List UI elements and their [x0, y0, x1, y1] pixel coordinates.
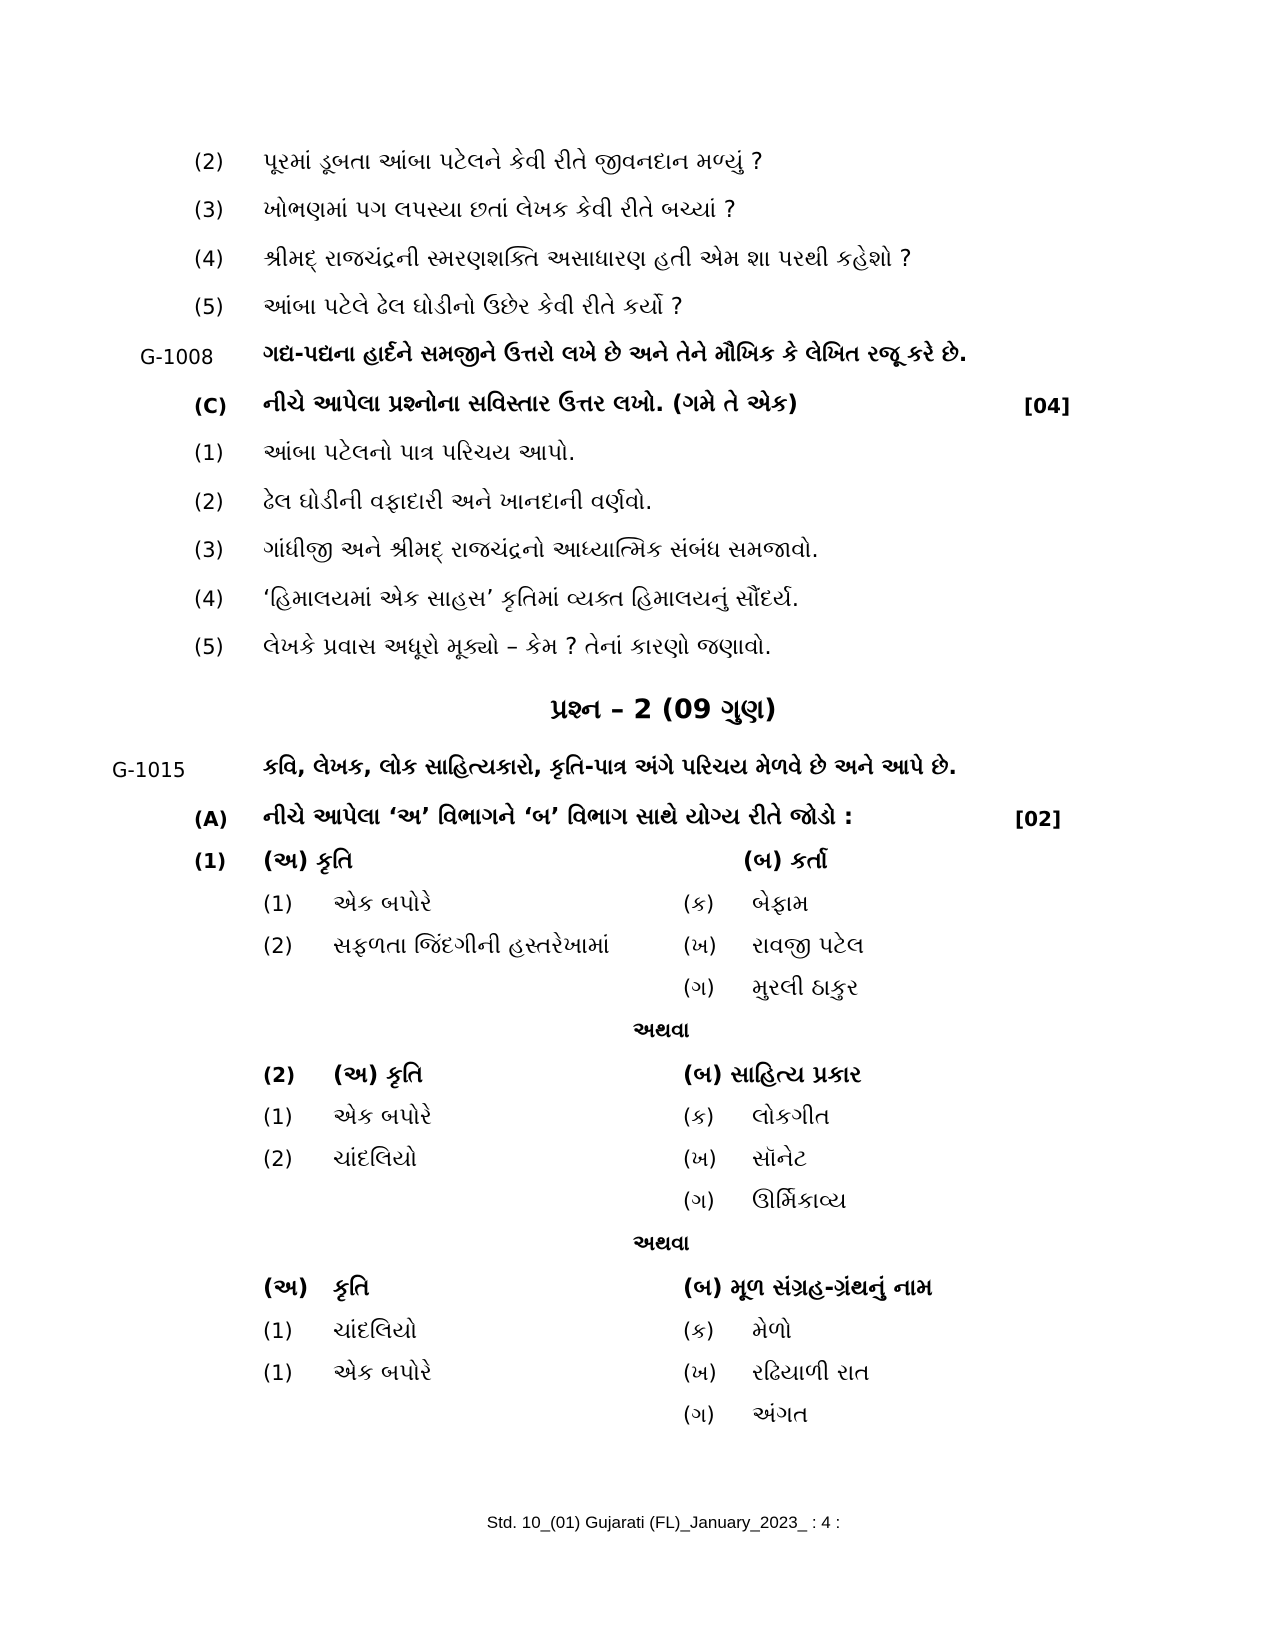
column-a-item: સફળતા જિંદગીની હસ્તરેખામાં: [333, 933, 610, 959]
outcome-code: G-1015: [112, 758, 186, 782]
or-separator: અથવા: [633, 1231, 690, 1255]
column-a-header: (અ) કૃતિ: [263, 848, 353, 874]
question-text: ખોભણમાં પગ લપસ્યા છતાં લેખક કેવી રીતે બચ્યાં ?: [263, 197, 736, 223]
match-number: (1): [194, 849, 227, 873]
column-b-item: રાવજી પટેલ: [752, 933, 865, 959]
column-a-label: (અ): [263, 1275, 309, 1301]
section-instruction: નીચે આપેલા પ્રશ્નોના સવિસ્તાર ઉત્તર લખો. (ગમે તે એક): [263, 391, 798, 417]
column-b-header: (બ) સાહિત્ય પ્રકાર: [683, 1062, 862, 1088]
question-text: આંબા પટેલનો પાત્ર પરિચય આપો.: [263, 440, 576, 466]
item-letter: (ખ): [683, 934, 717, 958]
item-number: (1): [263, 1319, 293, 1343]
column-b-item: અંગત: [752, 1402, 809, 1428]
section-instruction: નીચે આપેલા ‘અ’ વિભાગને ‘બ’ વિભાગ સાથે યોગ્ય રીતે જોડો :: [263, 804, 854, 830]
question-text: શ્રીમદ્ રાજચંદ્રની સ્મરણશક્તિ અસાધારણ હતી એમ શા પરથી કહેશો ?: [263, 246, 912, 272]
outcome-description: ગદ્ય-પદ્યના હાર્દને સમજીને ઉત્તરો લખે છે અને તેને મૌખિક કે લેખિત રજૂ કરે છે.: [263, 342, 968, 367]
item-number: (2): [263, 1147, 293, 1171]
question-number: (5): [194, 295, 224, 319]
column-b-item: રઢિયાળી રાત: [752, 1360, 870, 1386]
item-letter: (ક): [683, 1105, 715, 1129]
item-letter: (ક): [683, 892, 715, 916]
question-number: (2): [194, 490, 224, 514]
question-heading: પ્રશ્ન – 2 (09 ગુણ): [550, 694, 777, 725]
column-b-item: મેળો: [752, 1318, 792, 1344]
column-a-header: (અ) કૃતિ: [333, 1062, 423, 1088]
question-text: આંબા પટેલે ઢેલ ઘોડીનો ઉછેર કેવી રીતે કર્યો ?: [263, 294, 683, 320]
section-label: (C): [194, 394, 227, 418]
item-number: (1): [263, 892, 293, 916]
column-b-item: સૉનેટ: [752, 1146, 808, 1172]
section-label: (A): [194, 807, 228, 831]
marks-badge: [02]: [1015, 807, 1062, 831]
column-a-item: એક બપોરે: [333, 1104, 432, 1130]
question-text: લેખકે પ્રવાસ અધૂરો મૂક્યો – કેમ ? તેનાં કારણો જણાવો.: [263, 634, 772, 660]
item-letter: (ગ): [683, 976, 715, 1000]
item-letter: (ક): [683, 1319, 715, 1343]
item-letter: (ગ): [683, 1403, 715, 1427]
marks-badge: [04]: [1024, 394, 1071, 418]
column-a-item: ચાંદલિયો: [333, 1146, 418, 1172]
item-letter: (ખ): [683, 1361, 717, 1385]
item-letter: (ગ): [683, 1189, 715, 1213]
question-number: (2): [194, 150, 224, 174]
question-number: (3): [194, 538, 224, 562]
item-number: (2): [263, 934, 293, 958]
item-number: (1): [263, 1361, 293, 1385]
column-b-item: લોકગીત: [752, 1104, 830, 1130]
question-number: (4): [194, 587, 224, 611]
question-text: ‘હિમાલયમાં એક સાહસ’ કૃતિમાં વ્યક્ત હિમાલયનું સૌંદર્ય.: [263, 586, 800, 612]
question-text: ઢેલ ઘોડીની વફાદારી અને ખાનદાની વર્ણવો.: [263, 489, 653, 515]
page-footer: Std. 10_(01) Gujarati (FL)_January_2023_ : 4 :: [486, 1513, 841, 1532]
column-b-header: (બ) મૂળ સંગ્રહ-ગ્રંથનું નામ: [683, 1275, 933, 1301]
or-separator: અથવા: [633, 1018, 690, 1042]
column-b-item: મુરલી ઠાકુર: [752, 975, 859, 1001]
item-letter: (ખ): [683, 1147, 717, 1171]
question-number: (3): [194, 198, 224, 222]
column-a-header: કૃતિ: [333, 1275, 370, 1301]
question-text: પૂરમાં ડૂબતા આંબા પટેલને કેવી રીતે જીવનદાન મળ્યું ?: [263, 149, 763, 175]
question-number: (1): [194, 441, 224, 465]
column-b-header: (બ) કર્તા: [743, 848, 828, 874]
column-a-item: એક બપોરે: [333, 1360, 432, 1386]
outcome-code: G-1008: [140, 345, 214, 369]
column-b-item: બેફામ: [752, 891, 809, 917]
match-number: (2): [263, 1063, 296, 1087]
column-a-item: ચાંદલિયો: [333, 1318, 418, 1344]
column-b-item: ઊર્મિકાવ્ય: [752, 1188, 847, 1214]
question-text: ગાંધીજી અને શ્રીમદ્ રાજચંદ્રનો આધ્યાત્મિક સંબંધ સમજાવો.: [263, 537, 819, 563]
question-number: (4): [194, 247, 224, 271]
column-a-item: એક બપોરે: [333, 891, 432, 917]
outcome-description: કવિ, લેખક, લોક સાહિત્યકારો, કૃતિ-પાત્ર અંગે પરિચય મેળવે છે અને આપે છે.: [263, 755, 957, 780]
question-number: (5): [194, 635, 224, 659]
item-number: (1): [263, 1105, 293, 1129]
